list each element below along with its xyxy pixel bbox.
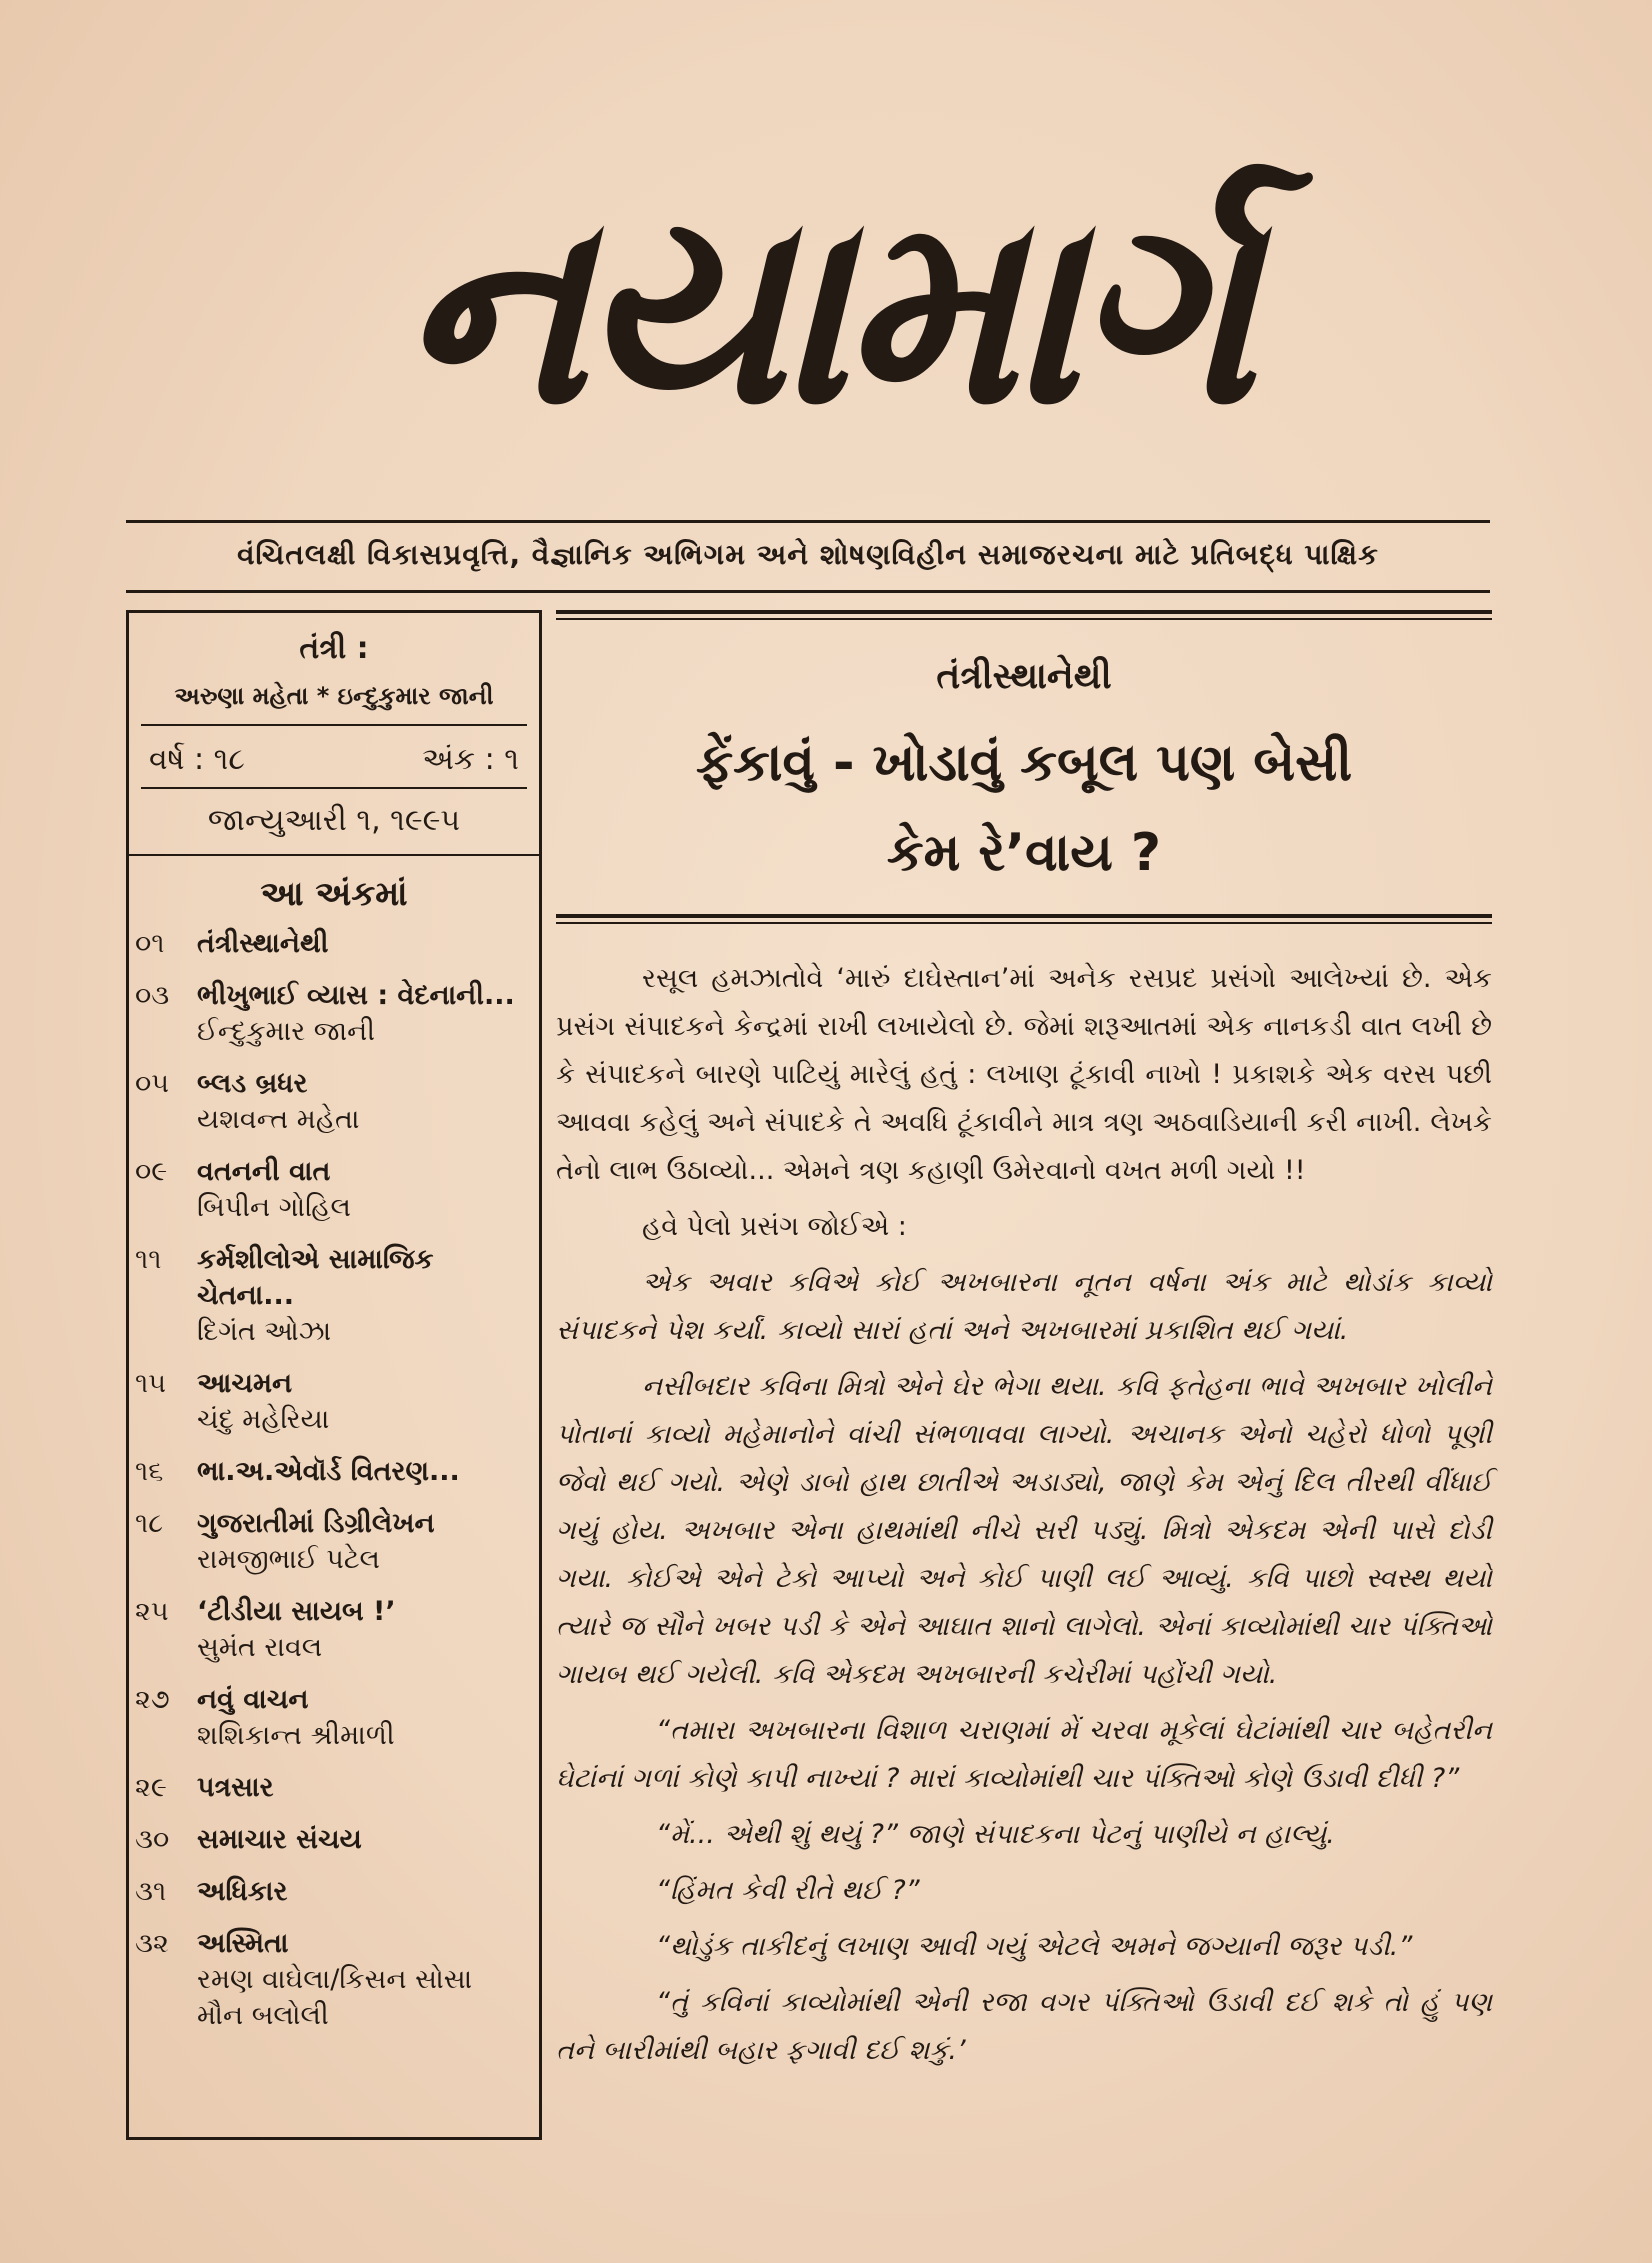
tagline-bottom-rule	[126, 590, 1490, 593]
sidebar	[126, 610, 542, 2140]
toc-item	[129, 1820, 539, 1872]
toc-entry	[197, 1242, 539, 1350]
toc-author: યશવન્ત મહેતા	[197, 1104, 360, 1135]
toc-page-number: ૧૮	[135, 1508, 164, 1539]
toc-item	[129, 1152, 539, 1240]
toc-entry	[197, 1594, 396, 1666]
toc-title: બ્લડ બ્રધર	[197, 1068, 308, 1099]
toc-heading: આ અંકમાં	[260, 874, 408, 914]
year-label: વર્ષ : ૧૮	[149, 742, 245, 777]
editor-heading: તંત્રી :	[299, 631, 369, 666]
toc-entry	[197, 1822, 362, 1858]
toc-page-number: ૧૬	[135, 1456, 164, 1487]
toc-page-number: ૦૫	[135, 1068, 169, 1099]
toc-entry	[197, 1874, 287, 1910]
toc-item	[129, 1680, 539, 1768]
headline-line-2: કેમ રે’વાય ?	[886, 823, 1162, 883]
toc-item	[129, 924, 539, 976]
tagline: વંચિતલક્ષી વિકાસપ્રવૃત્તિ, વૈજ્ઞાનિક અભિગમ અને શોષણવિહીન સમાજરચના માટે પ્રતિબદ્ધ પાક્ષિક	[237, 538, 1379, 571]
toc-title: નવું વાચન	[197, 1684, 309, 1715]
header-top-rule	[556, 610, 1492, 620]
toc-page-number: ૩૧	[135, 1876, 167, 1907]
issue-label: અંક : ૧	[422, 742, 519, 777]
toc-author: દિગંત ઓઝા	[197, 1316, 332, 1347]
toc-item	[129, 1064, 539, 1152]
toc-title: ભા.અ.એવૉર્ડ વિતરણ...	[197, 1456, 460, 1487]
tagline-top-rule	[126, 520, 1490, 523]
toc-item	[129, 1504, 539, 1592]
toc-title: તંત્રીસ્થાનેથી	[197, 928, 329, 959]
toc-author: ઈન્દુકુમાર જાની	[197, 1016, 375, 1047]
toc-title: ભીખુભાઈ વ્યાસ : વેદનાની...	[197, 980, 515, 1011]
toc-page-number: ૦૩	[135, 980, 170, 1011]
toc-title: અધિકાર	[197, 1876, 288, 1907]
issue-date: જાન્યુઆરી ૧, ૧૯૯૫	[141, 787, 527, 854]
toc-page-number: ૦૯	[135, 1156, 168, 1187]
toc-entry	[197, 1454, 460, 1490]
header-bottom-rule	[556, 914, 1492, 924]
issue-info	[141, 724, 527, 787]
article-paragraph: હવે પેલો પ્રસંગ જોઈએ :	[642, 1211, 907, 1242]
toc-title: પત્રસાર	[197, 1772, 274, 1803]
article-paragraph: “મેં... એથી શું થયું ?” જાણે સંપાદકના પેટનું પાણીયે ન હાલ્યું.	[656, 1819, 1335, 1850]
article-paragraph: “હિંમત કેવી રીતે થઈ ?”	[656, 1875, 920, 1906]
article-paragraph: “થોડુંક તાકીદનું લખાણ આવી ગયું એટલે અમને જગ્યાની જરૂર પડી.”	[656, 1931, 1413, 1962]
editorial-body	[556, 955, 1492, 2075]
toc-page-number: ૧૫	[135, 1368, 166, 1399]
toc-title: સમાચાર સંચય	[197, 1824, 362, 1855]
toc-list	[129, 924, 539, 2048]
toc-page-number: ૨૯	[135, 1772, 167, 1803]
toc-entry	[197, 1682, 395, 1754]
toc-page-number: ૦૧	[135, 928, 165, 959]
toc-item	[129, 1452, 539, 1504]
editorial-header	[556, 610, 1492, 924]
toc-entry	[197, 1926, 472, 2034]
article-paragraph: નસીબદાર કવિના મિત્રો એને ઘેર ભેગા થયા. કવિ ફતેહના ભાવે અખબાર ખોલીને પોતાનાં કાવ્યો મહેમાનોને વાંચી સંભળાવવા લાગ્યો. અચાનક એનો ચહેરો ધોળો પૂણી જેવો થઈ ગયો. એણે ડાબો હાથ છાતીએ અડાડ્યો, જાણે કેમ એનું દિલ તીરથી વીંધાઈ ગયું હોય. અખબાર એના હાથમાંથી નીચે સરી પડ્યું. મિત્રો એકદમ એની પાસે દોડી ગયા. કોઈએ એને ટેકો આપ્યો અને કોઈ પાણી લઈ આવ્યું. કવિ પાછો સ્વસ્થ થયો ત્યારે જ સૌને ખબર પડી કે એને આઘાત શાનો લાગેલો. એનાં કાવ્યોમાંથી ચાર પંક્તિઓ ગાયબ થઈ ગયેલી. કવિ એકદમ અખબારની કચેરીમાં પહોંચી ગયો.	[556, 1371, 1492, 1690]
masthead	[0, 150, 1652, 480]
toc-entry	[197, 926, 328, 962]
article-paragraph: રસૂલ હમઝાતોવે ‘મારું દાઘેસ્તાન’માં અનેક રસપ્રદ પ્રસંગો આલેખ્યાં છે. એક પ્રસંગ સંપાદકને કેન્દ્રમાં રાખી લખાયેલો છે. જેમાં શરૂઆતમાં એક નાનકડી વાત લખી છે કે સંપાદકને બારણે પાટિયું મારેલું હતું : લખાણ ટૂંકાવી નાખો ! પ્રકાશકે એક વરસ પછી આવવા કહેલું અને સંપાદકે તે અવધિ ટૂંકાવીને માત્ર ત્રણ અઠવાડિયાની કરી નાખી. લેખકે તેનો લાભ ઉઠાવ્યો... એમને ત્રણ કહાણી ઉમેરવાનો વખત મળી ગયો !!	[556, 963, 1492, 1186]
toc-item	[129, 1592, 539, 1680]
toc-author: રામજીભાઈ પટેલ	[197, 1544, 380, 1575]
editorial-kicker: તંત્રીસ્થાનેથી	[936, 656, 1112, 697]
toc-title: ગુજરાતીમાં ડિગ્રીલેખન	[197, 1508, 435, 1539]
toc-author: શશિકાન્ત શ્રીમાળી	[197, 1720, 395, 1751]
toc-title: વતનની વાત	[197, 1156, 331, 1187]
toc-item	[129, 1364, 539, 1452]
toc-title: આચમન	[197, 1368, 293, 1399]
toc-item	[129, 1240, 539, 1364]
toc-page-number: ૧૧	[135, 1244, 162, 1275]
toc-entry	[197, 1366, 329, 1438]
toc-author: ચંદુ મહેરિયા	[197, 1404, 330, 1435]
article-paragraph: “તું કવિનાં કાવ્યોમાંથી એની રજા વગર પંક્તિઓ ઉડાવી દઈ શકે તો હું પણ તને બારીમાંથી બહાર ફગાવી દઈ શકું.’	[556, 1987, 1492, 2066]
toc-title: ‘ટીડીયા સાયબ !’	[197, 1596, 396, 1627]
newspaper-title: નયામાર્ગ	[401, 156, 1251, 463]
toc-entry	[197, 1770, 274, 1806]
toc-title: અસ્મિતા	[197, 1928, 289, 1959]
editorial-headline	[556, 718, 1492, 898]
toc-item	[129, 1768, 539, 1820]
toc-entry	[197, 978, 515, 1050]
toc-author: બિપીન ગોહિલ	[197, 1192, 351, 1223]
toc-entry	[197, 1506, 435, 1578]
article-paragraph: “તમારા અખબારના વિશાળ ચરાણમાં મેં ચરવા મૂકેલાં ઘેટાંમાંથી ચાર બહેતરીન ઘેટાંનાં ગળાં કોણે કાપી નાખ્યાં ? મારાં કાવ્યોમાંથી ચાર પંક્તિઓ કોણે ઉડાવી દીધી ?”	[556, 1715, 1492, 1794]
toc-item	[129, 1924, 539, 2048]
toc-page-number: ૨૭	[135, 1684, 170, 1715]
article-paragraph: એક અવાર કવિએ કોઈ અખબારના નૂતન વર્ષના અંક માટે થોડાંક કાવ્યો સંપાદકને પેશ કર્યાં. કાવ્યો સારાં હતાં અને અખબારમાં પ્રકાશિત થઈ ગયાં.	[556, 1267, 1492, 1346]
toc-title: કર્મશીલોએ સામાજિક ચેતના...	[197, 1244, 434, 1311]
editor-names: અરુણા મહેતા * ઇન્દુકુમાર જાની	[174, 682, 494, 710]
toc-author: સુમંત રાવલ	[197, 1632, 323, 1663]
toc-page-number: ૩૦	[135, 1824, 170, 1855]
toc-item	[129, 1872, 539, 1924]
toc-entry	[197, 1066, 360, 1138]
toc-page-number: ૨૫	[135, 1596, 169, 1627]
toc-entry	[197, 1154, 351, 1226]
headline-line-1: ફેંકાવું - ખોડાવું કબૂલ પણ બેસી	[695, 733, 1353, 793]
toc-author: રમણ વાઘેલા/કિસન સોસા મૌન બલોલી	[197, 1964, 473, 2031]
toc-item	[129, 976, 539, 1064]
toc-page-number: ૩૨	[135, 1928, 169, 1959]
editor-block	[129, 613, 539, 856]
